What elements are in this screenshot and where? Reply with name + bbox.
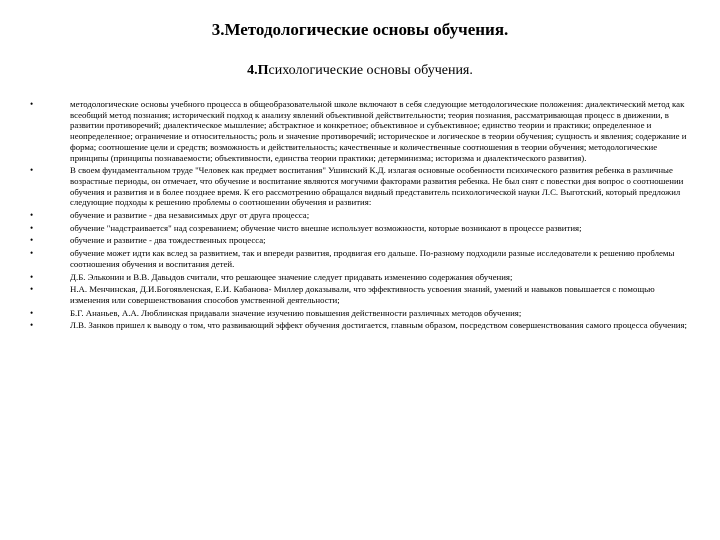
list-item-text: В своем фундаментальном труде "Человек как предмет воспитания" Ушинский К.Д. излагая основные особенности психического развития ребенка в различные возрастные периоды, он отмечает, что обучение и воспитание являются могучими факторами развития ребенка. Не был снят с повестки дня вопрос о соотношении обучения и развития и в более позднее время. К его рассмотрению обращался видный представитель психологической науки Л.С. Выготский, который предложил следующие подходы к решению проблемы о соотношении обучения и развития: [70, 165, 684, 208]
bullet-icon: • [30, 165, 34, 176]
list-item [30, 272, 690, 283]
list-item [30, 248, 690, 269]
list-item-text: Д.Б. Эльконин и В.В. Давыдов считали, что решающее значение следует придавать изменению содержания обучения; [70, 271, 513, 282]
bullet-icon: • [30, 271, 34, 282]
list-item-text: Б.Г. Ананьев, А.А. Люблинская придавали значение изучению повышения действенности различных методов обучения; [70, 307, 522, 318]
bullet-icon: • [30, 210, 34, 221]
bullet-icon: • [30, 235, 34, 246]
bullet-icon: • [30, 284, 34, 295]
bullet-icon: • [30, 222, 34, 233]
slide-title: 3.Методологические основы обучения. [211, 20, 509, 39]
list-item-text: методологические основы учебного процесса в общеобразовательной школе включают в себя следующие методологические положения: диалектический метод как всеобщий метод познания; исторический подход к анализу явлений объективной действительности; теория познания, рассматривающая процесс в движении, в развитии противоречий; диалектическое мышление; абстрактное и конкретное; объективное и субъективное; единство теории и практики; определенное и неопределенное; ограничение и относительность; роль и значение противоречий; историческое и логическое в теории обучения; сущность и явления; содержание и форма; соотношение цели и средств; возможность и действительность; качественные и количественные соотношения в теории обучения; методологические принципы (принципы познаваемости; объективности, единства теории практики; детерминизма; историзма и диалектического развития). [70, 99, 687, 163]
subtitle-number: 4.П [247, 63, 269, 78]
bullet-icon: • [30, 307, 34, 318]
bullet-icon: • [30, 320, 34, 331]
list-item [30, 284, 690, 305]
bullet-icon: • [30, 99, 34, 109]
list-item [30, 165, 690, 208]
list-item [30, 235, 690, 246]
list-item-text: обучение и развитие - два независимых друг от друга процесса; [70, 210, 310, 221]
list-item-text: обучение "надстраивается" над созреванием; обучение чисто внешне использует возможности, которые возникают в процессе развития; [70, 222, 582, 233]
list-item [30, 223, 690, 234]
slide-subtitle [0, 63, 720, 79]
bullet-list [30, 99, 690, 333]
list-item-text: обучение может идти как вслед за развитием, так и впереди развития, продвигая его дальше. По-разному подходили разные исследователи к решению проблемы соотношения обучения и воспитания детей. [70, 248, 675, 269]
subtitle-text: сихологические основы обучения. [268, 63, 473, 78]
list-item [30, 308, 690, 319]
bullet-icon: • [30, 248, 34, 259]
list-item [30, 210, 690, 221]
list-item [30, 320, 690, 331]
list-item [30, 99, 690, 163]
list-item-text: Л.В. Занков пришел к выводу о том, что развивающий эффект обучения достигается, главным образом, посредством совершенствования самого процесса обучения; [70, 320, 688, 331]
list-item-text: Н.А. Менчинская, Д.И.Богоявленская, Е.И. Кабанова- Миллер доказывали, что эффективность усвоения знаний, умений и навыков повышается с помощью изменения или совершенствования способов умственной деятельности; [70, 284, 655, 305]
list-item-text: обучение и развитие - два тождественных процесса; [70, 235, 266, 246]
